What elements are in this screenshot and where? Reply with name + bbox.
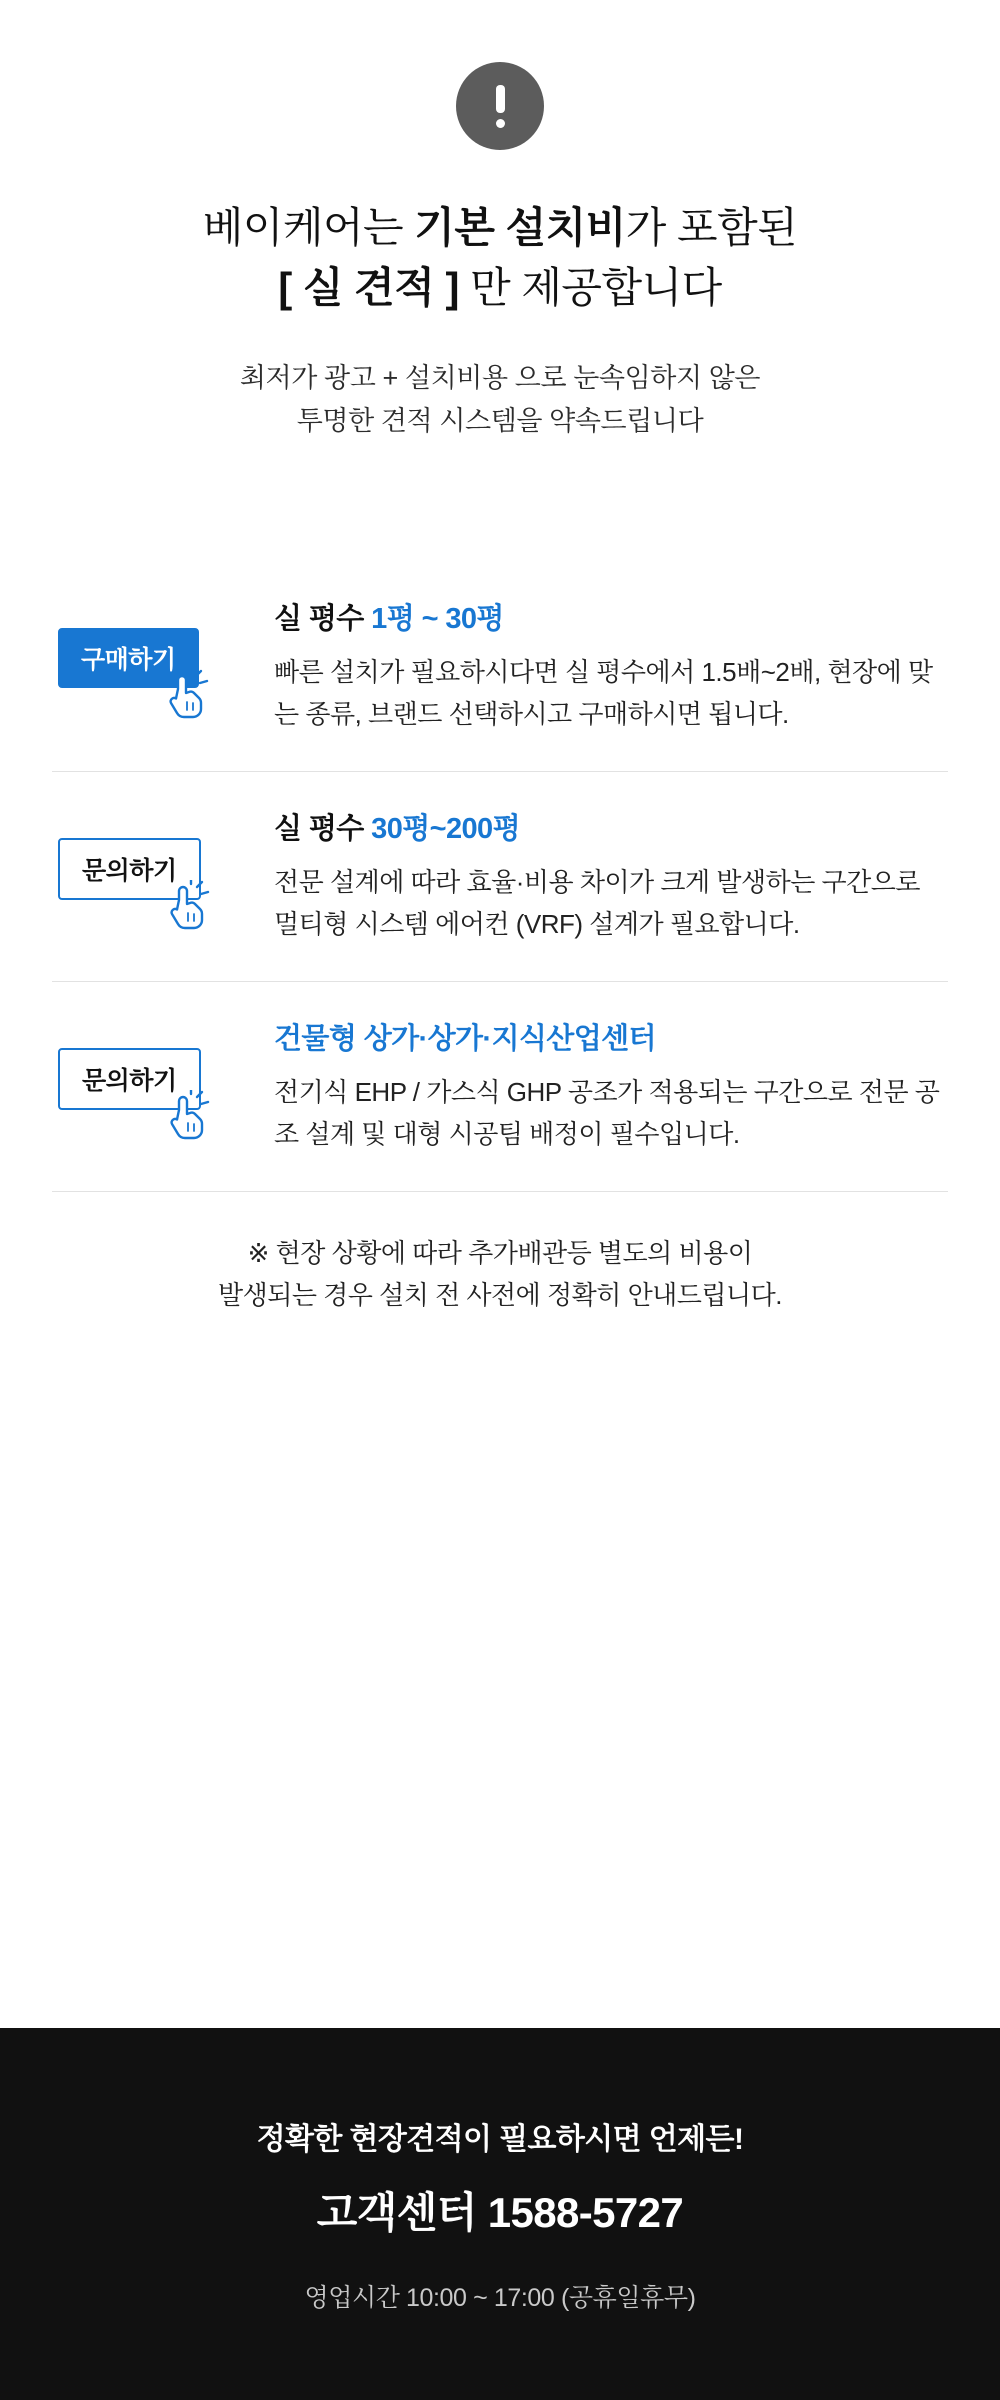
headline-line1-pre: 베이케어는 <box>202 204 415 251</box>
headline-line1-strong: 기본 설치비 <box>414 204 626 251</box>
row-title-pre: 실 평수 <box>274 602 372 635</box>
row-title-accent: 30평~200평 <box>371 812 520 845</box>
inquiry-button[interactable] <box>58 1048 201 1110</box>
row-title <box>274 1016 948 1057</box>
page-title <box>0 198 1000 317</box>
row-text <box>270 806 948 945</box>
subheadline-line1: 최저가 광고 + 설치비용 으로 눈속임하지 않은 <box>239 363 761 394</box>
subheadline <box>0 357 1000 443</box>
row-title <box>274 596 948 637</box>
purchase-button[interactable] <box>58 628 199 688</box>
headline-line1-post: 가 포함된 <box>625 204 798 251</box>
hero-section <box>0 0 1000 444</box>
inquiry-button[interactable] <box>58 838 201 900</box>
hand-pointer-icon <box>167 1090 213 1142</box>
row-text <box>270 596 948 735</box>
headline-line2-post: 만 제공합니다 <box>458 263 722 311</box>
cta-column <box>52 596 270 688</box>
footnote <box>52 1192 948 1316</box>
headline-line2-strong: [ 실 견적 ] <box>278 263 459 311</box>
footnote-line1: ※ 현장 상황에 따라 추가배관등 별도의 비용이 <box>247 1238 753 1269</box>
exclamation-icon <box>456 62 544 150</box>
list-item <box>52 981 948 1191</box>
alert-badge-wrap <box>0 62 1000 150</box>
inquiry-button-label: 문의하기 <box>82 856 177 885</box>
row-title-accent: 건물형 상가·상가·지식산업센터 <box>274 1023 656 1056</box>
inquiry-button-label: 문의하기 <box>82 1067 177 1096</box>
row-title-pre: 실 평수 <box>274 812 372 845</box>
footnote-line2: 발생되는 경우 설치 전 사전에 정확히 안내드립니다. <box>217 1280 782 1311</box>
cta-column <box>52 1016 270 1110</box>
options-list <box>0 562 1000 2028</box>
cta-column <box>52 806 270 900</box>
footer <box>0 2028 1000 2400</box>
row-title-accent: 1평 ~ 30평 <box>371 602 504 635</box>
subheadline-line2: 투명한 견적 시스템을 약속드립니다 <box>296 406 704 437</box>
hand-pointer-icon <box>166 669 212 721</box>
footer-lead: 정확한 현장견적이 필요하시면 언제든! <box>256 2123 744 2156</box>
row-body: 전문 설계에 따라 효율·비용 차이가 크게 발생하는 구간으로 멀티형 시스템 에어컨 (VRF) 설계가 필요합니다. <box>274 866 921 939</box>
row-text <box>270 1016 948 1155</box>
list-item <box>52 562 948 771</box>
row-body: 전기식 EHP / 가스식 GHP 공조가 적용되는 구간으로 전문 공조 설계 및 대형 시공팀 배정이 필수입니다. <box>274 1077 940 1150</box>
row-title <box>274 806 948 847</box>
row-body: 빠른 설치가 필요하시다면 실 평수에서 1.5배~2배, 현장에 맞는 종류, 브랜드 선택하시고 구매하시면 됩니다. <box>274 656 933 729</box>
footer-hours: 영업시간 10:00 ~ 17:00 (공휴일휴무) <box>304 2284 696 2312</box>
list-item <box>52 771 948 981</box>
hand-pointer-icon <box>167 880 213 932</box>
footer-phone[interactable]: 고객센터 1588-5727 <box>316 2189 684 2236</box>
purchase-button-label: 구매하기 <box>81 645 176 674</box>
